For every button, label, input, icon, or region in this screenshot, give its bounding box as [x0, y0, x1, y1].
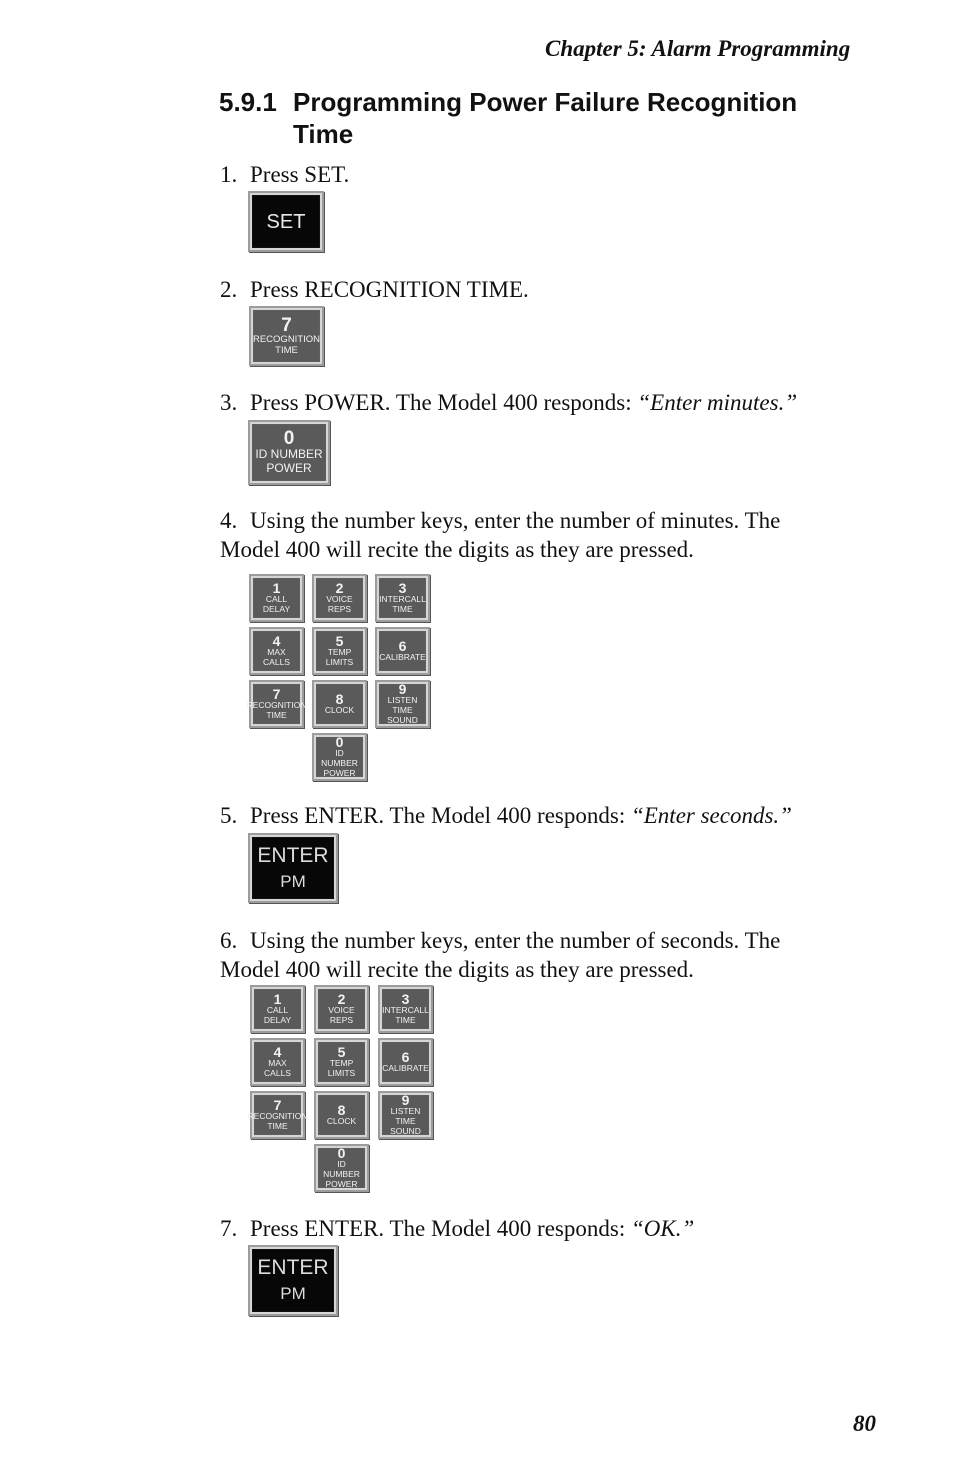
key-label: TIME: [392, 604, 413, 614]
key-digit: 7: [272, 686, 281, 703]
key-digit: 9: [401, 1092, 410, 1109]
chapter-header: Chapter 5: Alarm Programming: [545, 36, 851, 61]
key-label: TIME: [395, 1015, 416, 1025]
page-number: 80: [853, 1411, 876, 1436]
key-label: CALIBRATE: [379, 652, 426, 663]
step-4-line2: Model 400 will recite the digits as they are pressed.: [220, 537, 694, 562]
keypad-key-9: [378, 1091, 433, 1139]
key-label: ID NUMBER: [321, 748, 358, 769]
step-6: 6. Using the number keys, enter the number of seconds. The: [220, 928, 781, 953]
key-label: LISTEN TIME: [390, 1106, 421, 1127]
key-label: CALIBRATE: [382, 1063, 429, 1074]
key-label: CLOCK: [324, 705, 355, 716]
key-label: REPS: [329, 1015, 354, 1025]
key-label: DELAY: [262, 604, 291, 614]
key-digit: 8: [337, 1102, 346, 1119]
step-5: 5. Press ENTER. The Model 400 responds: “Enter seconds.”: [220, 803, 792, 828]
key-label: CALL: [266, 1005, 289, 1016]
key-label: VOICE: [328, 1005, 355, 1016]
key-digit: 1: [272, 580, 281, 597]
key-label: CLOCK: [326, 1116, 357, 1127]
key-label: INTERCALL: [382, 1005, 429, 1016]
section-heading: [219, 86, 797, 150]
keypad-key-7: [247, 1091, 308, 1139]
step-3: 3. Press POWER. The Model 400 responds: “Enter minutes.”: [220, 390, 798, 415]
keypad-key-2: [312, 574, 367, 622]
step-1: 1. Press SET.: [220, 162, 350, 187]
keypad-key-2: [314, 985, 369, 1033]
keypad-key-5: [314, 1038, 369, 1086]
key-label: INTERCALL: [379, 594, 426, 605]
key-digit: 0: [335, 734, 344, 751]
keypad-key-6: [378, 1038, 433, 1086]
key-digit: 0: [337, 1145, 346, 1162]
key-digit: 1: [273, 991, 282, 1008]
key-digit: 5: [335, 633, 344, 650]
key-label: DELAY: [263, 1015, 292, 1025]
key-label: POWER: [325, 1178, 358, 1189]
key-label: TEMP LIMITS: [327, 1058, 356, 1078]
key-label: MAX CALLS: [263, 647, 290, 667]
step-7: 7. Press ENTER. The Model 400 responds: “OK.”: [220, 1216, 695, 1241]
power-key: 0 ID NUMBER POWER: [248, 420, 330, 485]
keypad-key-5: [312, 627, 367, 675]
key-label: RECOGNITION: [246, 700, 307, 711]
key-label: TIME: [266, 710, 287, 720]
recognition-time-key: 7 RECOGNITION TIME: [249, 306, 324, 366]
key-digit: 6: [398, 638, 407, 655]
key-digit: 3: [398, 580, 407, 597]
keypad-key-8: [312, 680, 367, 728]
keypad-key-0: [314, 1144, 369, 1192]
key-label: RECOGNITION: [247, 1111, 308, 1122]
keypad-key-1: [249, 574, 304, 622]
key-digit: 6: [401, 1049, 410, 1066]
step-4: 4. Using the number keys, enter the number of minutes. The: [220, 508, 781, 533]
key-label: REPS: [327, 604, 352, 614]
keypad-key-8: [314, 1091, 369, 1139]
keypad-key-6: [375, 627, 430, 675]
enter-key: ENTER PM: [248, 833, 338, 903]
section-number: 5.9.1: [219, 87, 277, 117]
key-digit: 7: [273, 1097, 282, 1114]
key-digit: 4: [273, 1044, 282, 1061]
keypad-key-3: [378, 985, 433, 1033]
key-label: ID NUMBER: [323, 1159, 360, 1180]
key-digit: 4: [272, 633, 281, 650]
key-digit: 5: [337, 1044, 346, 1061]
key-label: CALL: [265, 594, 288, 605]
key-label: MAX CALLS: [264, 1058, 291, 1078]
key-digit: 9: [398, 681, 407, 698]
key-digit: 8: [335, 691, 344, 708]
keypad-key-3: [375, 574, 430, 622]
key-label: TEMP LIMITS: [325, 647, 354, 667]
key-label: VOICE: [326, 594, 353, 605]
key-label: LISTEN TIME: [387, 695, 418, 716]
section-title-line2: Time: [293, 119, 354, 149]
step-2: 2. Press RECOGNITION TIME.: [220, 277, 529, 302]
key-label: TIME: [267, 1121, 288, 1131]
step-6-line2: Model 400 will recite the digits as they are pressed.: [220, 957, 694, 982]
keypad-key-1: [250, 985, 305, 1033]
key-label: SOUND: [387, 714, 418, 725]
key-label: SOUND: [390, 1125, 421, 1136]
enter-key: ENTER PM: [248, 1245, 338, 1316]
key-digit: 2: [337, 991, 346, 1008]
section-title-line1: Programming Power Failure Recognition: [293, 87, 798, 117]
keypad-key-0: [312, 733, 367, 781]
key-digit: 2: [335, 580, 344, 597]
key-label: POWER: [323, 767, 356, 778]
keypad-key-4: [249, 627, 304, 675]
key-digit: 3: [401, 991, 410, 1008]
keypad-key-4: [250, 1038, 305, 1086]
keypad-key-9: [375, 680, 430, 728]
keypad-key-7: [246, 680, 307, 728]
set-key: SET: [248, 191, 324, 252]
